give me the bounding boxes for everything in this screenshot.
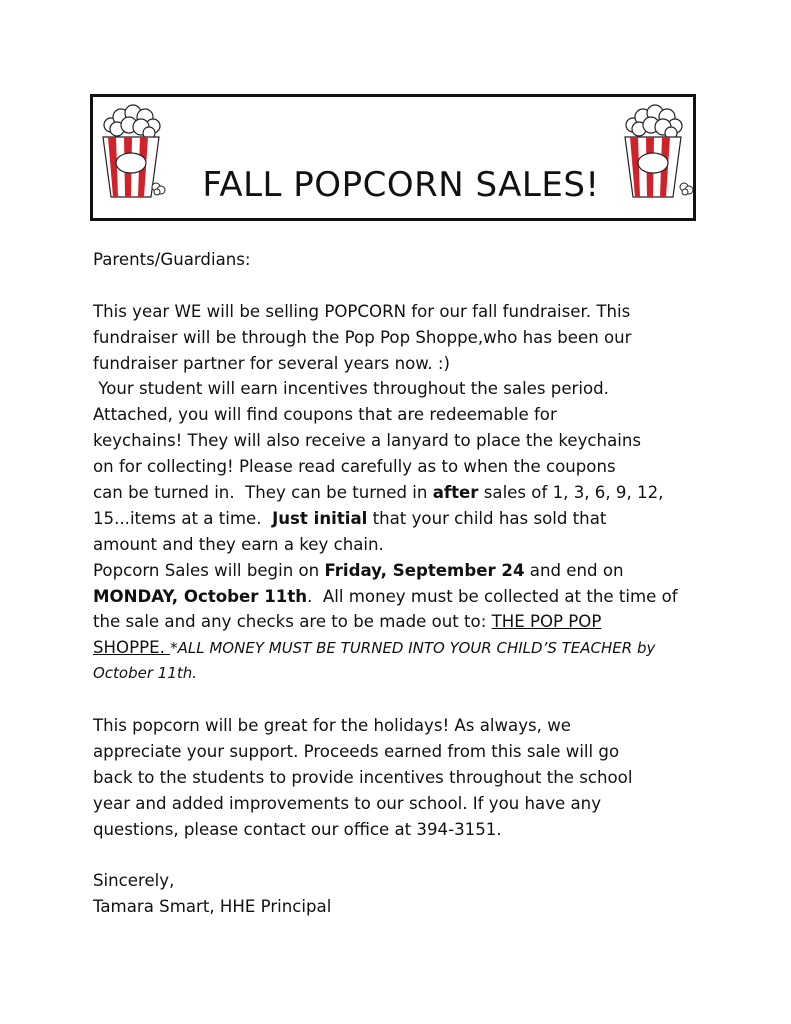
closing: Sincerely, bbox=[93, 871, 175, 891]
paragraph-line: This popcorn will be great for the holidays! As always, we bbox=[93, 716, 572, 736]
paragraph-line: amount and they earn a key chain. bbox=[93, 534, 384, 554]
paragraph-line bbox=[93, 558, 713, 584]
text-segment: the sale and any checks are to be made out to: bbox=[93, 612, 492, 632]
emphasis-just-initial: Just initial bbox=[272, 508, 368, 528]
popcorn-kernel-icon bbox=[677, 179, 697, 199]
text-segment: that your child has sold that bbox=[367, 508, 607, 528]
text-segment: 15...items at a time. bbox=[93, 508, 273, 528]
paragraph-line bbox=[93, 609, 713, 635]
start-date: Friday, September 24 bbox=[324, 560, 525, 580]
payee-name: SHOPPE. bbox=[93, 638, 171, 658]
salutation: Parents/Guardians: bbox=[93, 250, 251, 269]
paragraph-line: fundraiser will be through the Pop Pop Shoppe,who has been our bbox=[93, 327, 632, 347]
deadline-note: *ALL MONEY MUST BE TURNED INTO YOUR CHILD’S TEACHER by bbox=[170, 639, 656, 658]
text-segment: and end on bbox=[524, 560, 624, 580]
emphasis-after: after bbox=[432, 483, 479, 503]
signature: Tamara Smart, HHE Principal bbox=[93, 897, 332, 917]
paragraph-line: This year WE will be selling POPCORN for our fall fundraiser. This bbox=[93, 301, 631, 321]
paragraph-line: on for collecting! Please read carefully as to when the coupons bbox=[93, 457, 616, 477]
text-segment: can be turned in. They can be turned in bbox=[93, 483, 433, 503]
paragraph-line bbox=[93, 480, 713, 506]
paragraph-line: Attached, you will find coupons that are redeemable for bbox=[93, 405, 557, 425]
text-segment: . All money must be collected at the time of bbox=[307, 586, 678, 606]
letter-body bbox=[93, 247, 713, 920]
paragraph-line: back to the students to provide incentives throughout the school bbox=[93, 767, 633, 787]
paragraph-line bbox=[93, 584, 713, 610]
paragraph-line: Your student will earn incentives throughout the sales period. bbox=[93, 379, 609, 399]
end-date: MONDAY, October 11th bbox=[93, 586, 308, 606]
deadline-note: October 11th. bbox=[93, 664, 198, 683]
paragraph-line: fundraiser partner for several years now. :) bbox=[93, 353, 450, 373]
paragraph-line bbox=[93, 635, 713, 661]
paragraph-line: keychains! They will also receive a lanyard to place the keychains bbox=[93, 431, 642, 451]
page-title: FALL POPCORN SALES! bbox=[202, 165, 600, 205]
text-segment: sales of 1, 3, 6, 9, 12, bbox=[478, 483, 664, 503]
paragraph-line bbox=[93, 506, 713, 532]
popcorn-kernel-icon bbox=[149, 179, 169, 199]
title-banner bbox=[90, 94, 696, 221]
payee-name: THE POP POP bbox=[491, 612, 602, 632]
paragraph-line: appreciate your support. Proceeds earned from this sale will go bbox=[93, 741, 620, 761]
text-segment: Popcorn Sales will begin on bbox=[93, 560, 325, 580]
paragraph-line: questions, please contact our office at 394-3151. bbox=[93, 819, 502, 839]
paragraph-line: year and added improvements to our school. If you have any bbox=[93, 793, 602, 813]
